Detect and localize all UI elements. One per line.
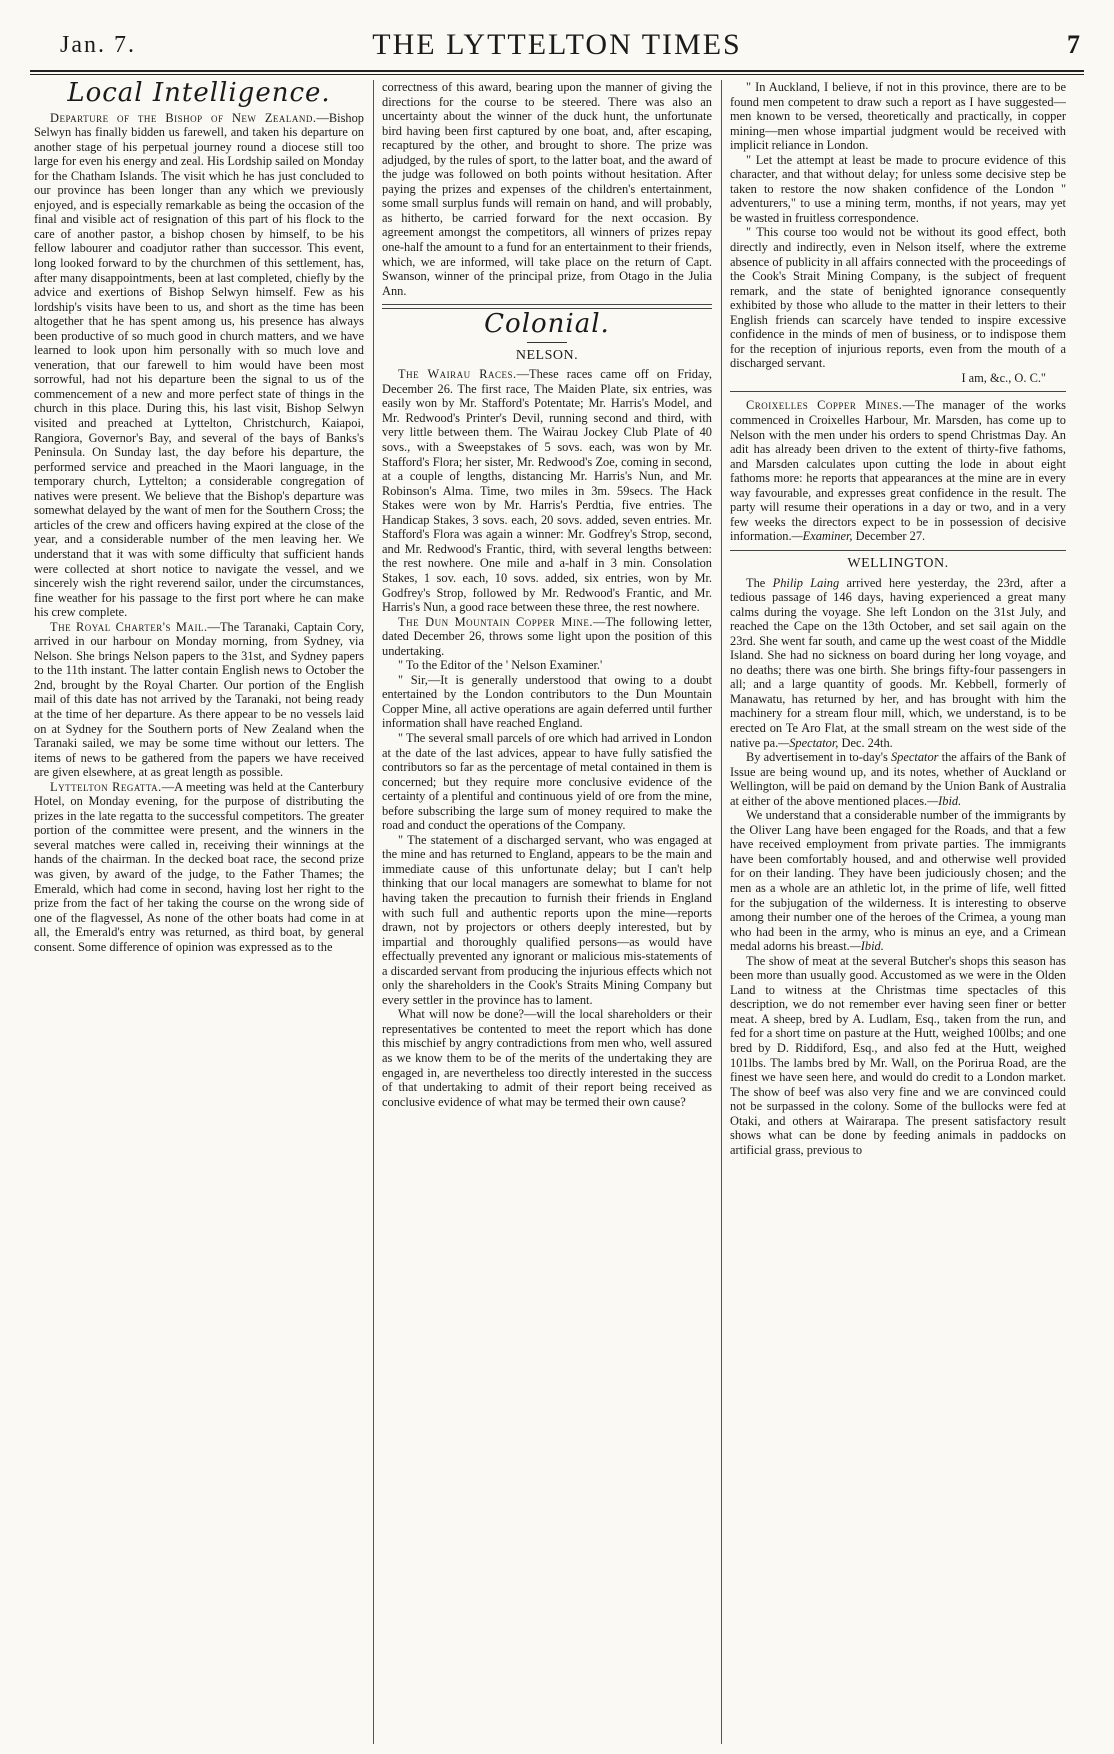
- article-source: —Ibid.: [927, 793, 962, 808]
- paper-name: Spectator: [890, 750, 939, 765]
- letter-signature: I am, &c., O. C.": [961, 370, 1046, 385]
- header-rule-thin: [30, 74, 1084, 75]
- article-regatta-continued: correctness of this award, bearing upon the manner of giving the directions for the course to be steered. There was also an uncertainty about the winner of the duck hunt, the unfortunate bird having been first captured by one boat, and, after escaping, recaptured by the other, and brought to shore. The prize was adjudged, by the rules of sport, to the latter boat, and the award of the judge was followed on both points without hesitation. After paying the prizes and expenses of the children's entertainment, some small surplus funds will remain on hand, and will probably, as hitherto, be carried forward for the next occasion. By agreement amongst the competitors, all winners of prizes repay one-half the amount to a fund for an entertainment to their friends, which, we are informed, will take place on the return of Capt. Swanson, winner of the principal prize, from Otago in the Julia Ann.: [382, 80, 712, 298]
- issue-date: Jan. 7.: [60, 32, 136, 58]
- article-text: We understand that a considerable number of the immigrants by the Oliver Lang have been engaged for the Roads, and that a few have received employment from private parties. The immigrants have been comfortably housed, and and otherwise well provided for on their landing. They have been judiciously chosen; and the men as a whole are an athletic lot, in the prime of life, well fitted for the subjugation of the wilderness. It is interesting to observe among their number one of the heroes of the Crimea, a young man who had been in the army, who is minus an eye, and a Crimean medal adorns his breast.: [730, 808, 1066, 954]
- letter-paragraph: " This course too would not be without its good effect, both directly and indirectly, even in Nelson itself, where the extreme absence of publicity in all affairs connected with the proceedings of the Cook's Strait Mining Company, is the subject of frequent remark, and the state of benighted ignorance consequently exhibited by those who allude to the matter in their letters to their English friends can scarcely have tended to inspire excessive confidence in the minds of men of business, or to indispose them for the reception of injurious reports, even from the mouth of a discharged servant.: [730, 225, 1066, 371]
- section-title-local: Local Intelligence.: [67, 80, 331, 108]
- ship-name: Philip Laing: [772, 575, 840, 590]
- article-text: the affairs of the Bank of Issue are being wound up, and its notes, whether of Auckland or Wellington, will be paid on demand by the Union Bank of Australia at either of the above mentioned places.: [730, 750, 1066, 808]
- column-divider-2: [721, 80, 722, 1744]
- article-dun-mountain: [382, 615, 712, 659]
- article-text: —These races came off on Friday, December 26. The first race, The Maiden Plate, six entries, was easily won by Mr. Stafford's Potentate; Mr. Harris's Model, and Mr. Redwood's Printer's Devil, running second and third, with very little between them. The Wairau Jockey Club Plate of 40 sovs., with a Sweepstakes of 5 sovs. each, was won by Mr. Stafford's Flora; her sister, Mr. Redwood's Zoe, coming in second, at a couple of lengths, distancing Mr. Harris's Nun, and Mr. Robinson's Alma. Time, two miles in 3m. 59secs. The Hack Stakes were won by Mr. Harris's Perdtia, five entries. The Handicap Stakes, 3 sovs. each, 20 sovs. added, seven entries. Mr. Stafford's Flora was again a winner: Mr. Godfrey's Strop, second, and Mr. Redwood's Frantic, third, with several lengths between: the rest nowhere. One mile and a-half in 3 min. Consolation Stakes, 1 sov. each, 10 sovs. added, six entries, won by Mr. Godfrey's Strop, followed by Mr. Redwood's Frantic, and Mr. Harris's Nun, a good race between these three, the rest nowhere.: [382, 367, 712, 615]
- section-title-colonial: Colonial.: [484, 309, 610, 340]
- article-source: —Examiner,: [791, 529, 853, 544]
- article-bank: [730, 750, 1066, 808]
- article-source: —Ibid.: [849, 939, 884, 954]
- article-text: arrived here yesterday, the 23rd, after a tedious passage of 146 days, having experienced a great many calms during the voyage. She left London on the 31st July, and reached the Cape on the 13th October, and set sail again on the 23rd. She went far south, and came up the west coast of the Middle Island. She had no sickness on board during her long voyage, and no deaths; there was one birth. She brings fifty-four passengers in all; and a large quantity of goods. Mr. Kebbell, formerly of Manawatu, has returned by her, and has brought with him the machinery for a stream flour mill, which, we understand, is to be erected on Te Aro Flat, at the small stream on the west side of the native pa.: [730, 575, 1066, 750]
- column-2: [382, 80, 712, 1744]
- article-heading: Croixelles Copper Mines.: [746, 398, 903, 413]
- article-wairau-races: [382, 367, 712, 614]
- article-immigrants: [730, 808, 1066, 953]
- article-date: December 27.: [855, 529, 926, 544]
- header-rule: [30, 70, 1084, 72]
- letter-paragraph: " To the Editor of the ' Nelson Examiner.': [398, 658, 603, 673]
- article-meat-show: The show of meat at the several Butcher's shops this season has been more than usually good. Accustomed as we were in the Olden Land to witness at the Christmas time spectacles of this description, we do not remember ever having seen finer or better meat. A sheep, bred by A. Ludlam, Esq., taken from the run, and fed for a short time on pasture at the Hutt, weighed 100lbs; and one bred by D. Riddiford, Esq., and also fed at the Hutt, weighed 101lbs. The lambs bred by Mr. Wall, on the Porirua Road, are the finest we have seen here, and would do credit to a London market. The show of beef was also very fine and we are convinced could not be surpassed in the colony. Some of the bullocks were fed at Otaki, and others at Wairarapa. The present satisfactory result shows what can be done by feeding animals in paddocks on artificial grass, previous to: [730, 953, 1066, 1157]
- article-lead: The: [746, 575, 773, 590]
- letter-paragraph: " The several small parcels of ore which had arrived in London at the date of the last advices, appear to have fully satisfied the contributors so far as the percentage of metal contained in them is concerned; but they require more conclusive evidence of the certainty of a plentiful and continuous yield of ore from the mine, before subscribing the large sum of money required to make the road and conduct the operations of the Company.: [382, 730, 712, 833]
- article-croixelles: [730, 398, 1066, 543]
- article-bishop: [34, 111, 364, 620]
- column-3: [730, 80, 1066, 1744]
- letter-paragraph: " In Auckland, I believe, if not in this province, there are to be found men competent to draw such a report as I have suggested—men known to be versed, theoretically and practically, in copper mining—men whose impartial judgment would be received with implicit reliance in London.: [730, 80, 1066, 153]
- letter-paragraph: " Let the attempt at least be made to procure evidence of this character, and that without delay; for unless some decisive step be taken to restore the now shaken confidence of the London " adventurers," to use a mining term, months, if not years, may yet be wasted in fruitless correspondence.: [730, 152, 1066, 225]
- article-date: Dec. 24th.: [841, 735, 893, 750]
- article-heading: The Wairau Races.: [398, 367, 517, 382]
- column-divider-1: [373, 80, 374, 1744]
- letter-paragraph: " Sir,—It is generally understood that owing to a doubt entertained by the London contributors to the Dun Mountain Copper Mine, all active operations are again deferred until further information shall have reached England.: [382, 672, 712, 731]
- letter-paragraph: " The statement of a discharged servant, who was engaged at the mine and has returned to England, appears to be the main and immediate cause of this unfortunate delay; but I can't help thinking that our local managers are somewhat to blame for not having taken the precaution to furnish their friends in England with such full and authentic reports upon the mine—reports drawn, not by projectors or others deeply interested, but by impartial and thoroughly qualified persons—as would have effectually prevented any ignorant or malicious mis-statements of a discarded servant from producing the injurious effects which not only the shareholders in the Cook's Straits Mining Company but every settler in the province has to lament.: [382, 832, 712, 1007]
- short-rule: [527, 342, 567, 343]
- article-divider: [730, 550, 1066, 551]
- article-text: —The Taranaki, Captain Cory, arrived in our harbour on Monday morning, from Sydney, via Nelson. She brings Nelson papers to the 31st, and Sydney papers to the 11th instant. The latter contain English news to October the 2nd, brought by the Royal Charter. Our portion of the English mail of this date has not arrived by the Taranaki, not being ready at the time of her departure. As there appear to be no vessels laid on at Sydney for the Southern ports of New Zealand when the Taranaki sailed, we may be some time without our letters. The items of news to be gathered from the papers we have received are given elsewhere, at as great length as possible.: [34, 619, 364, 780]
- subsection-nelson: NELSON.: [515, 347, 579, 363]
- page-number: 7: [1067, 30, 1080, 59]
- letter-paragraph: What will now be done?—will the local shareholders or their representatives be contented to meet the report which has done this mischief by angry contradictions from men who, well assured as we know them to be of the merits of the undertaking they are engaged in, are nevertheless too directly interested in the success of that undertaking to admit of their report being received as conclusive evidence of what may be termed their own cause?: [382, 1007, 712, 1109]
- newspaper-title: THE LYTTELTON TIMES: [372, 28, 742, 61]
- masthead: [30, 26, 1084, 66]
- article-text: —The following letter, dated December 26, throws some light upon the position of this undertaking.: [382, 614, 712, 658]
- article-heading: Departure of the Bishop of New Zealand.: [50, 110, 317, 125]
- article-lead: By advertisement in to-day's: [746, 750, 891, 765]
- article-regatta: [34, 780, 364, 955]
- article-source: —Spectator,: [778, 735, 839, 750]
- article-divider: [730, 391, 1066, 392]
- article-text: —A meeting was held at the Canterbury Hotel, on Monday evening, for the purpose of distributing the prizes in the late regatta to the successful competitors. The greater portion of the committee were present, and the winners in the several matches were called in, receiving their winnings at the hands of the chairman. In the decked boat race, the second prize was given, by award of the judge, to the Father Thames; the Emerald, which had come in second, having lost her right to the prize from the fact of her taking the course on the wrong side of one of the flagvessel, As none of the other boats had come in at all, the Emerald's entry was returned, as third boat, by general consent. Some difference of opinion was expressed as to the: [34, 779, 364, 954]
- subsection-wellington: WELLINGTON.: [847, 555, 949, 571]
- article-heading: The Royal Charter's Mail.: [50, 619, 208, 634]
- article-heading: Lyttelton Regatta.: [50, 779, 162, 794]
- article-royal-charter: [34, 620, 364, 780]
- article-text: —The manager of the works commenced in Croixelles Harbour, Mr. Marsden, has come up to Nelson with the men under his orders to spend Christmas Day. An adit has already been driven to the extent of thirty-five fathoms, and Marsden calculates upon cutting the lode in about eight fathoms more: he reports that appearances at the mine are in every way favourable, and expresses great confidence in the result. The party will resume their operations in a day or two, and in a very few weeks the directors expect to be in possession of decisive information.: [730, 398, 1066, 544]
- article-heading: The Dun Mountain Copper Mine.: [398, 614, 593, 629]
- article-text: —Bishop Selwyn has finally bidden us farewell, and taken his departure on another stage of his perpetual journey round a diocese still too large for even his energy and zeal. His Lordship sailed on Monday for the Chatham Islands. The visit which he has just concluded to our province has been longer than any which we previously enjoyed, and is especially remarkable as being the occasion of the final and visible act of resignation of this part of his flock to the care of another pastor, a bishop chosen by himself, to be his fellow labourer and coadjutor rather than successor. This event, long looked forward to by the churchmen of this settlement, has, after many disappointments, been at last completed, chiefly by the advice and exertions of Bishop Selwyn himself. Few as his lordship's visits have been to us, and short as the time has been altogether that he has spent among us, his presence has always been productive of so much good in church matters, and we have learned to look upon him personally with so much love and veneration, that our farewell to him would have been most sorrowful, had not his departure been the signal to us of the commencement of a new and more perfect state of things in the church in this place. During this, his last visit, Bishop Selwyn visited and preached at Lyttelton, Christchurch, Kaiapoi, Rangiora, Governor's Bay, and several of the bays of Banks's Peninsula. On Sunday last, the day before his departure, the performed service and preached in the Maori language, in the temporary church, Lyttelton; a considerable congregation of natives were present. We believe that the Bishop's departure was somewhat delayed by the want of men for the Southern Cross; the articles of the crew and officers having expired at the close of the year, and a considerable number of the men leaving her. We understand that it was with some difficulty that sufficient hands were collected at short notice to navigate the vessel, and we sincerely wish the right reverend sailor, under the circumstances, fine weather for his passage to the first port where he can make his crew complete.: [34, 110, 364, 620]
- column-1: [34, 80, 364, 1744]
- article-philip-laing: [730, 576, 1066, 751]
